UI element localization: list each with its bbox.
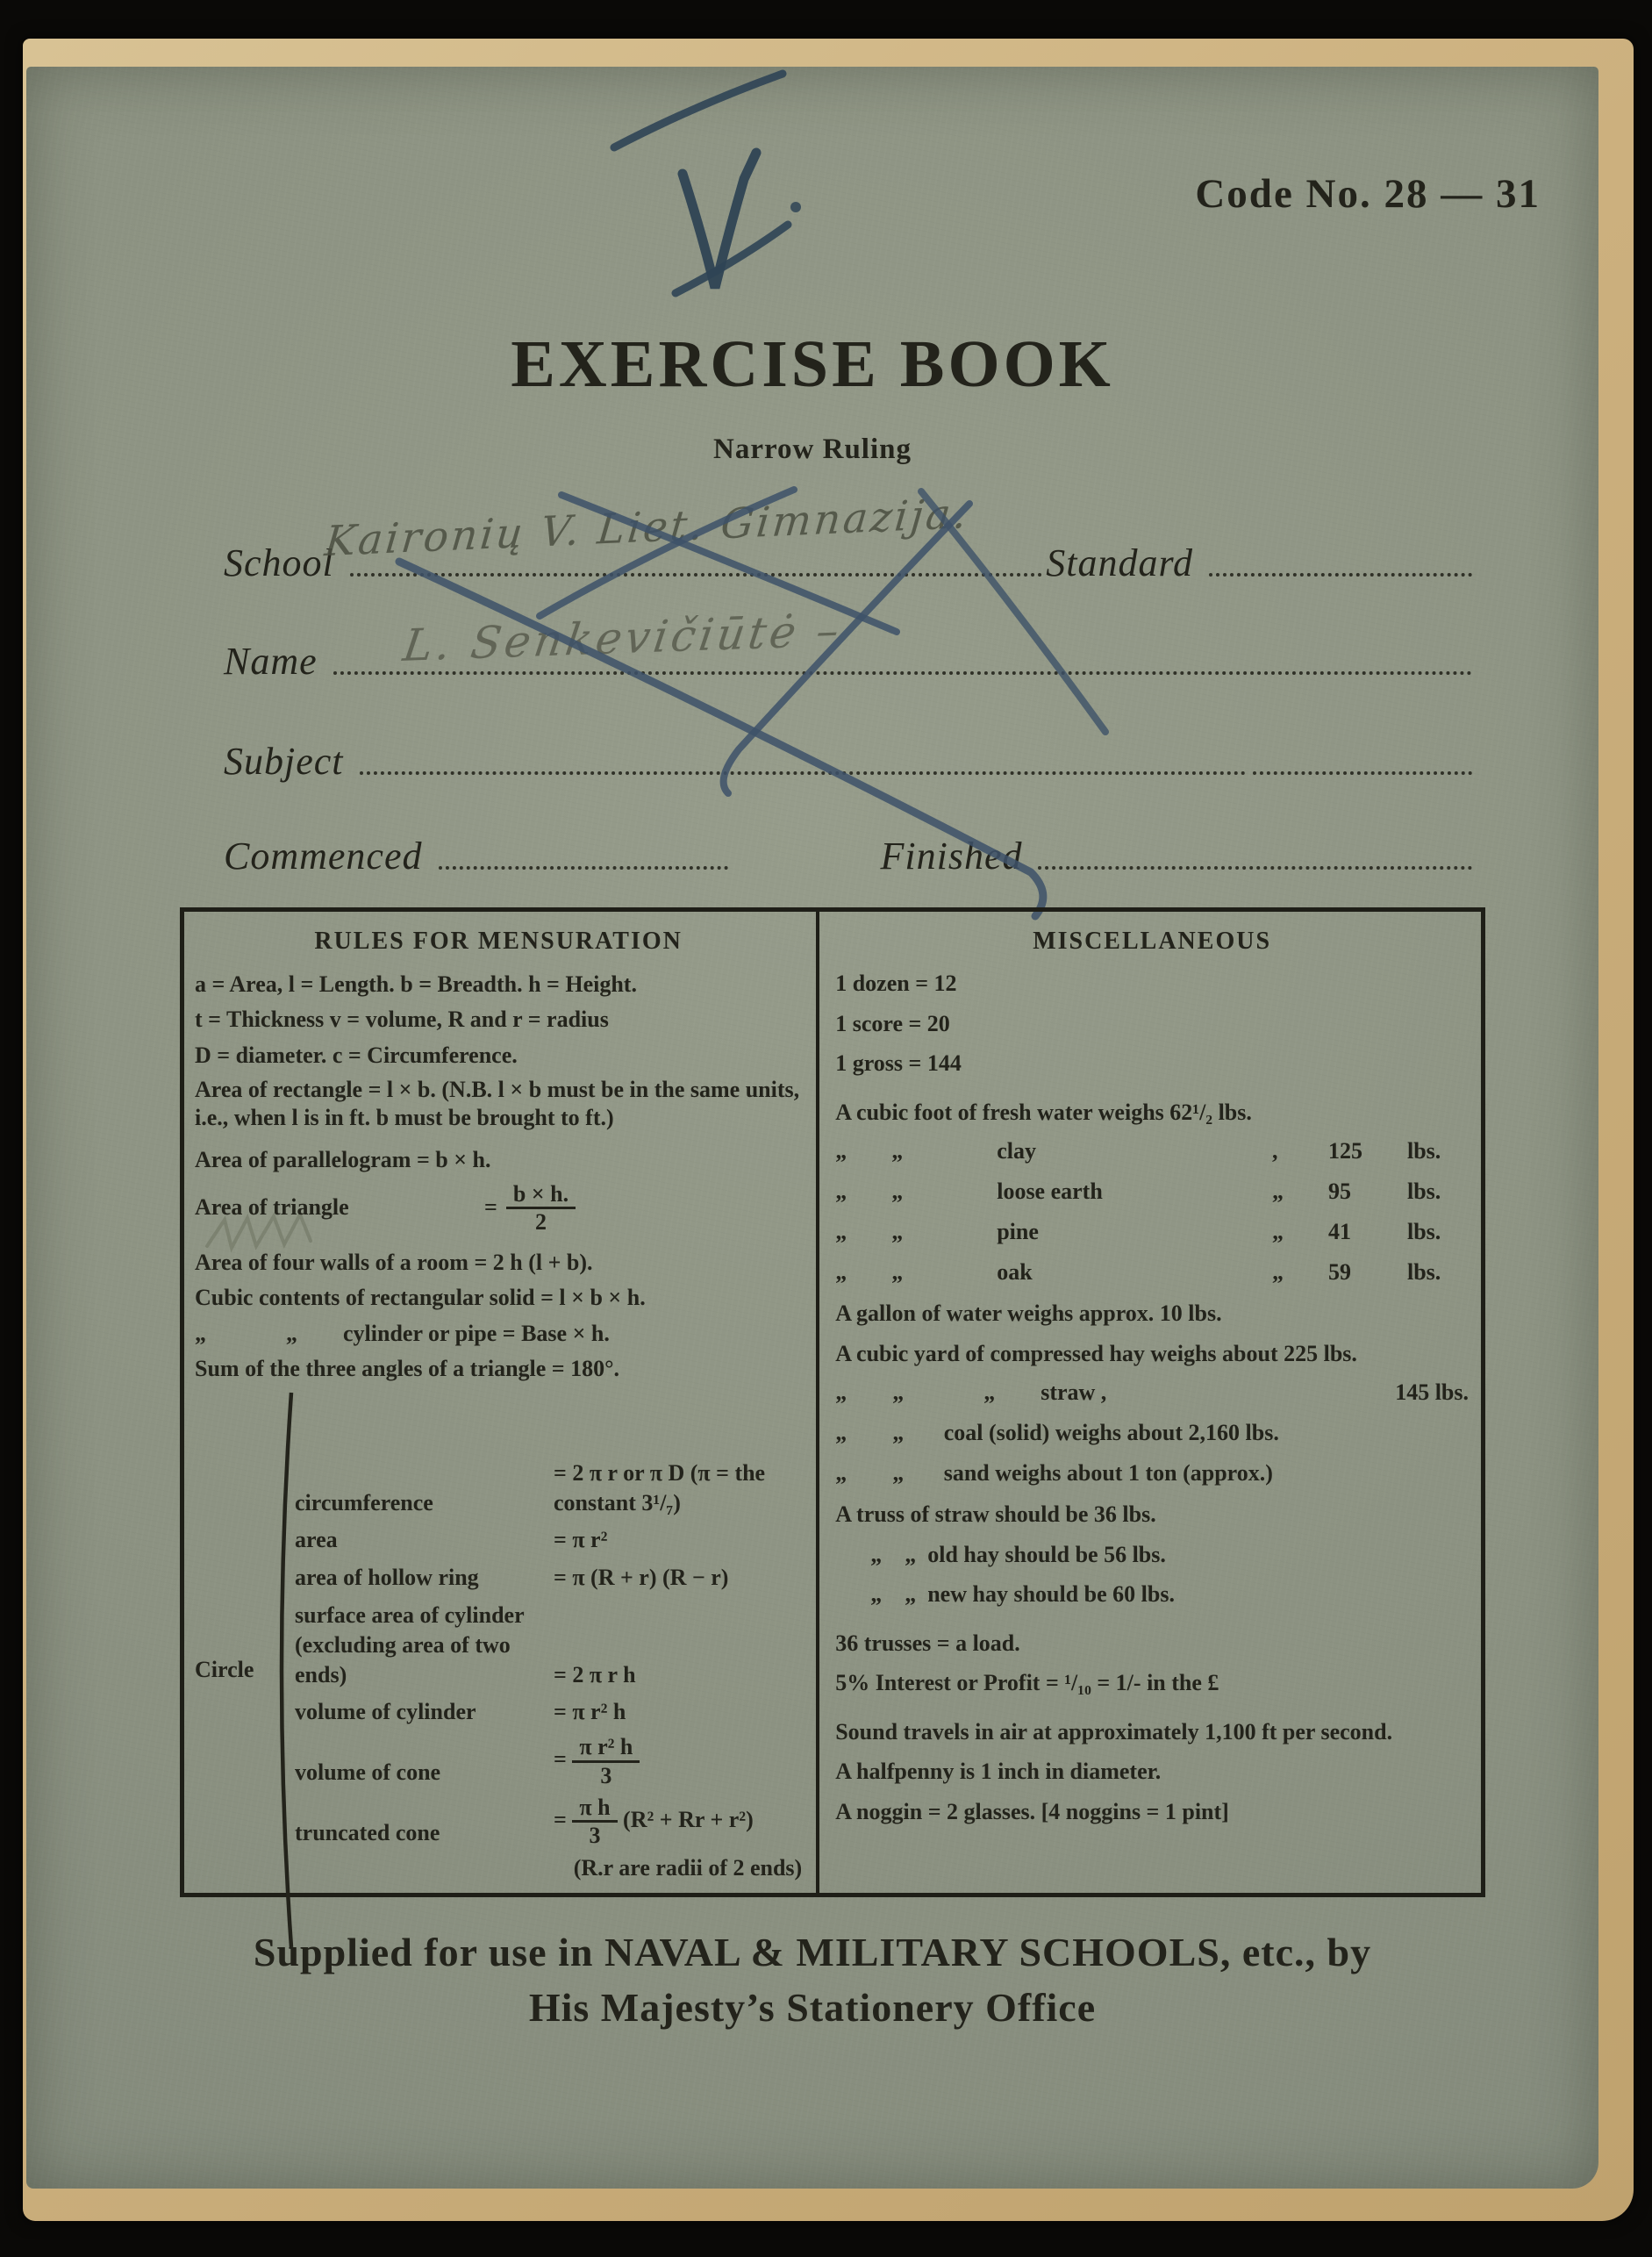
school-label: School (224, 541, 334, 584)
rule-formula: = π r² (554, 1527, 608, 1553)
ditto-mark: „ (891, 1259, 904, 1285)
parallelogram-rule: Area of parallelogram = b × h. (195, 1147, 491, 1173)
weight-value: 41 (1328, 1219, 1351, 1244)
material-weight-row (835, 1179, 1469, 1205)
unit-fact: 1 score = 20 (835, 1010, 950, 1036)
weight-value: 125 (1328, 1138, 1362, 1164)
material-name: coal (solid) weighs about 2,160 lbs. (943, 1420, 1279, 1445)
commenced-row (224, 834, 1476, 878)
rule-formula: = π (R + r) (R − r) (554, 1565, 729, 1591)
rule-formula: = 2 π r h (554, 1661, 636, 1687)
circle-rows (295, 1458, 802, 1882)
rule-name: truncated cone (295, 1819, 440, 1845)
rule-name: area of hollow ring (295, 1565, 479, 1591)
finished-dotted-line (1038, 857, 1472, 870)
truss-fact: A truss of straw should be 36 lbs. (835, 1501, 1156, 1527)
triangle-angles-rule: Sum of the three angles of a triangle = 180°. (195, 1355, 620, 1381)
water-weight-fact: A cubic foot of fresh water weighs 62¹/₂ lbs. (835, 1099, 1252, 1125)
subject-row (224, 739, 1476, 784)
formula-tail: (R² + Rr + r²) (623, 1806, 754, 1832)
finished-label: Finished (880, 835, 1023, 878)
reference-table (180, 907, 1485, 1897)
radii-note: (R.r are radii of 2 ends) (573, 1855, 803, 1881)
truss-fact: „ „ old hay should be 56 lbs. (870, 1541, 1166, 1567)
brace-icon (268, 1389, 295, 1951)
rule-formula: = 2 π r or π D (π = the constant 3¹/₇) (554, 1459, 766, 1515)
ditto-mark: „ (891, 1138, 904, 1164)
cone-fraction (572, 1735, 640, 1788)
noggin-fact: A noggin = 2 glasses. [4 noggins = 1 pint] (835, 1798, 1229, 1824)
equals-sign: = (554, 1806, 567, 1832)
footer-line-1: Supplied for use in NAVAL & MILITARY SCHOOLS, etc., by (253, 1930, 1372, 1974)
triangle-label: Area of triangle (195, 1194, 349, 1221)
load-fact: 36 trusses = a load. (835, 1630, 1020, 1656)
school-dotted-line (350, 564, 1043, 577)
unit-fact: 1 gross = 144 (835, 1050, 962, 1076)
truncated-cone-row (295, 1795, 802, 1848)
material-name: sand weighs about 1 ton (approx.) (943, 1460, 1273, 1486)
hay-weight-row (835, 1420, 1469, 1446)
cubic-cylinder-rule: „ „ cylinder or pipe = Base × h. (195, 1320, 610, 1346)
fraction-denominator: 3 (600, 1762, 612, 1788)
truncated-fraction (572, 1795, 617, 1848)
weight-value: 95 (1328, 1179, 1351, 1204)
interest-fact: 5% Interest or Profit = ¹/₁₀ = 1/- in the £ (835, 1670, 1219, 1695)
fraction-numerator: π r² h (572, 1735, 640, 1762)
weight-value: 145 lbs. (1395, 1379, 1469, 1405)
page-title: EXERCISE BOOK (511, 327, 1114, 401)
ditto-mark: „ (835, 1219, 847, 1244)
rule-name: circumference (295, 1489, 433, 1515)
rule-name: volume of cylinder (295, 1699, 476, 1725)
ditto-mark: „ (1272, 1259, 1284, 1285)
ditto-mark: „ (835, 1179, 847, 1204)
name-row (224, 639, 1476, 684)
definition-line: t = Thickness v = volume, R and r = radius (195, 1007, 609, 1033)
book-page-edges (23, 39, 1634, 2221)
footer-line-2: His Majesty’s Stationery Office (528, 1985, 1097, 2030)
material-weight-row (835, 1259, 1469, 1286)
ditto-mark: , (1272, 1138, 1278, 1164)
triangle-rule (195, 1182, 802, 1235)
school-row (224, 541, 1476, 585)
rule-name: volume of cone (295, 1759, 441, 1786)
rule-formula (554, 1735, 802, 1788)
rules-for-mensuration-column (184, 912, 819, 1893)
ditto-mark: „ (891, 1179, 904, 1204)
fraction-denominator: 2 (534, 1208, 547, 1235)
fraction-numerator: π h (572, 1795, 617, 1823)
name-label: Name (224, 640, 318, 683)
code-number: Code No. 28 — 31 (1195, 171, 1541, 217)
right-column-header: MISCELLANEOUS (1033, 928, 1272, 955)
hay-fact: A cubic yard of compressed hay weighs about 225 lbs. (835, 1340, 1357, 1366)
fraction-denominator: 3 (589, 1823, 601, 1849)
rule-formula: = π r² h (554, 1699, 626, 1725)
circle-rule-row (295, 1563, 802, 1593)
equals-sign: = (554, 1746, 567, 1773)
circle-rule-row (295, 1525, 802, 1555)
unit-fact: 1 dozen = 12 (835, 971, 957, 996)
ditto-marks: „ „ (835, 1420, 944, 1445)
material-weight-row (835, 1138, 1469, 1164)
cone-rule-row (295, 1735, 802, 1788)
circle-label: Circle (195, 1657, 254, 1683)
handwritten-name-value: L. Senkevičiūtė – (400, 605, 846, 671)
equals-sign: = (484, 1194, 497, 1221)
subject-dotted-line (360, 763, 1246, 775)
four-walls-rule: Area of four walls of a room = 2 h (l + b). (195, 1250, 593, 1276)
circle-rule-row (295, 1458, 802, 1518)
publisher-footer (26, 1929, 1598, 2031)
truss-fact: „ „ new hay should be 60 lbs. (870, 1581, 1175, 1607)
standard-dotted-line (1209, 564, 1472, 577)
cubic-solid-rule: Cubic contents of rectangular solid = l × b × h. (195, 1285, 646, 1311)
ditto-mark: „ (891, 1219, 904, 1244)
hay-weight-row (835, 1379, 1469, 1406)
left-column-header: RULES FOR MENSURATION (314, 928, 683, 955)
subject-dotted-line-2 (1253, 763, 1472, 775)
ditto-mark: „ (1272, 1219, 1284, 1244)
material-weight-row (835, 1219, 1469, 1245)
weight-unit: lbs. (1407, 1259, 1441, 1285)
material-name: pine (997, 1219, 1039, 1244)
exercise-book-cover (26, 67, 1598, 2189)
fraction-numerator: b × h. (506, 1182, 576, 1209)
definition-line: D = diameter. c = Circumference. (195, 1042, 518, 1068)
weight-unit: lbs. (1407, 1219, 1441, 1244)
ditto-marks: „ „ „ (835, 1379, 1041, 1405)
subject-label: Subject (224, 740, 344, 783)
rectangle-rule: Area of rectangle = l × b. (N.B. l × b must be in the same units, i.e., when l is in ft. b must be brought to ft.) (195, 1076, 800, 1130)
ditto-mark: „ (835, 1259, 847, 1285)
hay-weight-row (835, 1460, 1469, 1487)
halfpenny-fact: A halfpenny is 1 inch in diameter. (835, 1759, 1162, 1784)
rule-name: surface area of cylinder (excluding area of two ends) (295, 1602, 525, 1687)
material-name: clay (997, 1138, 1036, 1164)
subtitle-ruling: Narrow Ruling (713, 433, 912, 465)
ditto-marks: „ „ (835, 1460, 944, 1486)
rule-name: area (295, 1527, 338, 1553)
circle-rule-row (295, 1601, 802, 1689)
miscellaneous-column (819, 912, 1481, 1893)
circle-rule-row (295, 1697, 802, 1727)
handwritten-school-value: Kaironių V. Liet. Gimnazija. (322, 489, 971, 567)
name-dotted-line (333, 663, 1472, 675)
weight-unit: lbs. (1407, 1179, 1441, 1204)
triangle-fraction (506, 1182, 576, 1235)
commenced-dotted-line (439, 857, 728, 870)
sound-fact: Sound travels in air at approximately 1,100 ft per second. (835, 1718, 1393, 1745)
definition-line: a = Area, l = Length. b = Breadth. h = Height. (195, 971, 637, 997)
material-name: oak (997, 1259, 1033, 1285)
gallon-fact: A gallon of water weighs approx. 10 lbs. (835, 1300, 1222, 1326)
weight-value: 59 (1328, 1259, 1351, 1285)
weight-unit: lbs. (1407, 1138, 1441, 1164)
ditto-mark: „ (1272, 1179, 1284, 1204)
ink-dot (790, 202, 801, 212)
material-name: loose earth (997, 1179, 1103, 1204)
rule-formula (554, 1795, 802, 1848)
material-name: straw , (1041, 1379, 1107, 1405)
circle-rules-block (195, 1389, 802, 1951)
standard-label: Standard (1046, 541, 1193, 584)
commenced-label: Commenced (224, 835, 423, 878)
ditto-mark: „ (835, 1138, 847, 1164)
